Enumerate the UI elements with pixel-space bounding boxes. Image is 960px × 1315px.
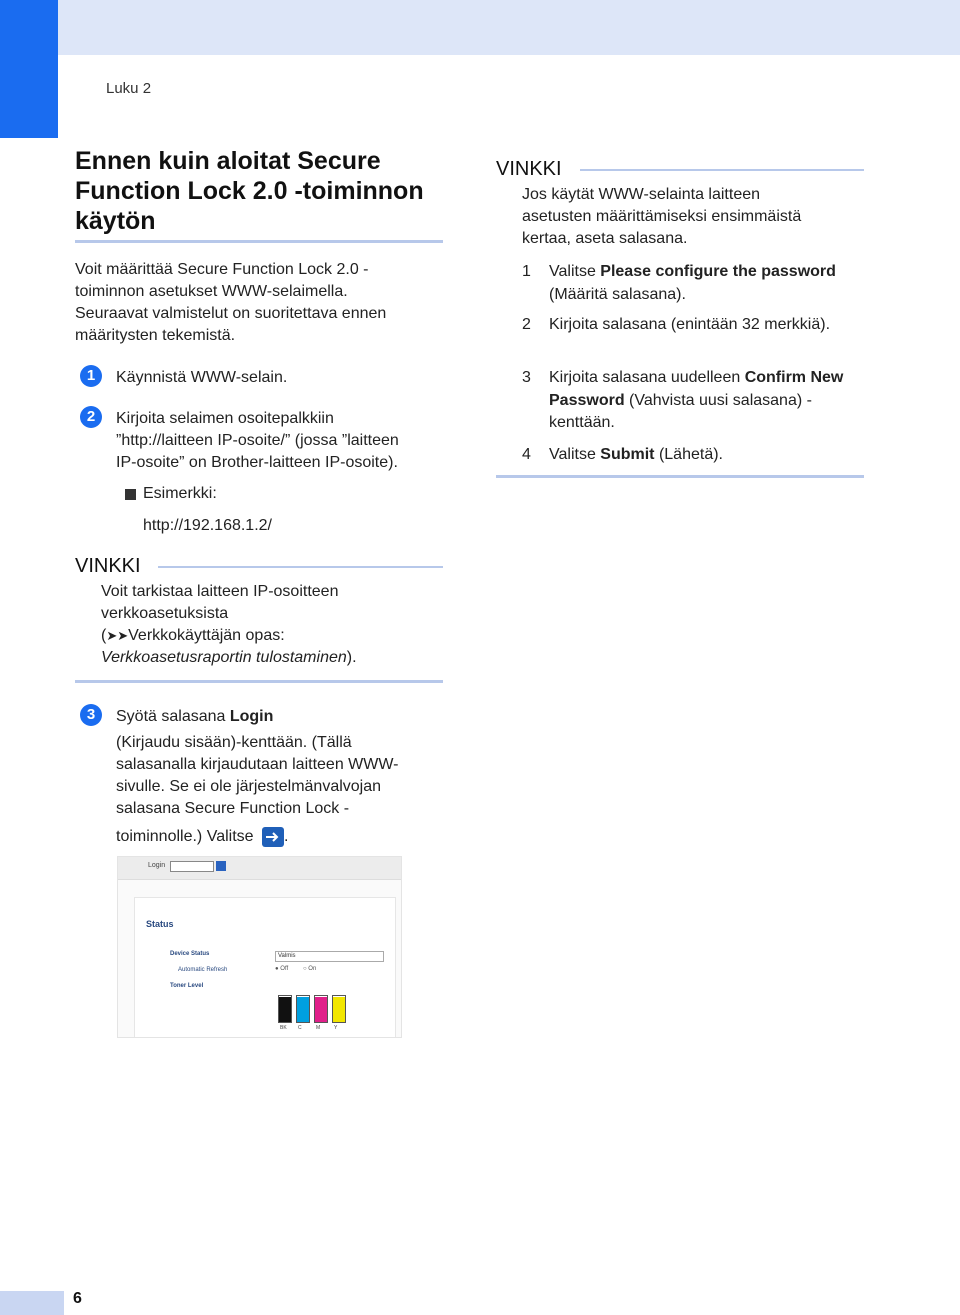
note-line: verkkoasetuksista [101, 605, 229, 622]
login-label: Login [148, 862, 166, 869]
login-arrow-icon [216, 861, 226, 871]
header-band [0, 0, 960, 55]
toner-label: C [298, 1025, 302, 1031]
toner-level-label: Toner Level [170, 983, 204, 989]
radio-off: ● Off [275, 966, 289, 972]
note-bottom-rule [75, 680, 443, 683]
status-value-box: Valmis [275, 951, 384, 962]
note-line: Verkkoasetusraportin tulostaminen). [101, 649, 357, 666]
step-1-text: Käynnistä WWW-selain. [116, 369, 288, 386]
intro-line: Seuraavat valmistelut on suoritettava ennen [75, 305, 387, 322]
step-3-number: 3 [80, 704, 102, 726]
device-status-label: Device Status [170, 951, 210, 957]
toner-label: Y [334, 1025, 338, 1031]
step-2-number: 2 [80, 406, 102, 428]
page-number-bar [0, 1291, 64, 1315]
chapter-tab-block [0, 0, 58, 138]
note-line: (➤➤Verkkokäyttäjän opas: [101, 627, 285, 644]
status-title: Status [146, 919, 174, 929]
step-2-line: ”http://laitteen IP-osoite/” (jossa ”laitteen [116, 432, 399, 449]
toner-bar [296, 995, 310, 1023]
auto-refresh-label: Automatic Refresh [178, 967, 228, 973]
bullet-square-icon [125, 489, 136, 500]
cross-reference-arrows-icon: ➤➤ [106, 628, 129, 643]
step-3-line: salasana Secure Function Lock - [116, 800, 350, 817]
intro-line: Voit määrittää Secure Function Lock 2.0 - [75, 261, 369, 278]
step-2-line: Kirjoita selaimen osoitepalkkiin [116, 410, 334, 427]
example-url: http://192.168.1.2/ [143, 517, 272, 534]
right-note-intro-line: asetusten määrittämiseksi ensimmäistä [522, 208, 802, 225]
right-note-bottom-rule [496, 475, 864, 478]
note-title-rule [158, 566, 443, 568]
step-3-line: salasanalla kirjaudutaan laitteen WWW- [116, 756, 399, 773]
heading-rule [75, 240, 443, 243]
toner-label: M [316, 1025, 321, 1031]
step-3-line: sivulle. Se ei ole järjestelmänvalvojan [116, 778, 382, 795]
right-note-title-rule [580, 169, 864, 171]
note-line: Voit tarkistaa laitteen IP-osoitteen [101, 583, 339, 600]
toner-bar [278, 995, 292, 1023]
section-heading: Ennen kuin aloitat Secure Function Lock 2.0 -toiminnon käytön [75, 147, 424, 235]
toner-fill [279, 997, 291, 1022]
right-note-title: VINKKI [496, 158, 562, 180]
chapter-label: Luku 2 [106, 80, 152, 97]
reference-title: Verkkoasetusraportin tulostaminen [101, 649, 347, 666]
step-1-number: 1 [80, 365, 102, 387]
example-label: Esimerkki: [143, 485, 217, 502]
intro-line: toiminnon asetukset WWW-selaimella. [75, 283, 348, 300]
toner-bar [314, 995, 328, 1023]
toner-fill [315, 997, 327, 1022]
toner-fill [333, 997, 345, 1022]
toner-fill [297, 997, 309, 1022]
right-note-intro-line: kertaa, aseta salasana. [522, 230, 688, 247]
step-3-line: toiminnolle.) Valitse . [116, 828, 289, 845]
intro-line: määritysten tekemistä. [75, 327, 236, 344]
toner-bar [332, 995, 346, 1023]
page-number: 6 [73, 1290, 82, 1307]
arrow-right-icon [262, 827, 284, 847]
web-ui-screenshot [117, 856, 402, 1038]
radio-on: ○ On [303, 966, 317, 972]
step-2-line: IP-osoite” on Brother-laitteen IP-osoite). [116, 454, 398, 471]
step-3-line: (Kirjaudu sisään)-kenttään. (Tällä [116, 734, 352, 751]
toner-label: BK [280, 1025, 287, 1031]
right-note-intro-line: Jos käytät WWW-selainta laitteen [522, 186, 761, 203]
login-field-name: Login [229, 708, 274, 725]
step-3-line: Syötä salasana Login [116, 708, 274, 725]
login-input [170, 861, 214, 872]
note-title: VINKKI [75, 555, 141, 577]
